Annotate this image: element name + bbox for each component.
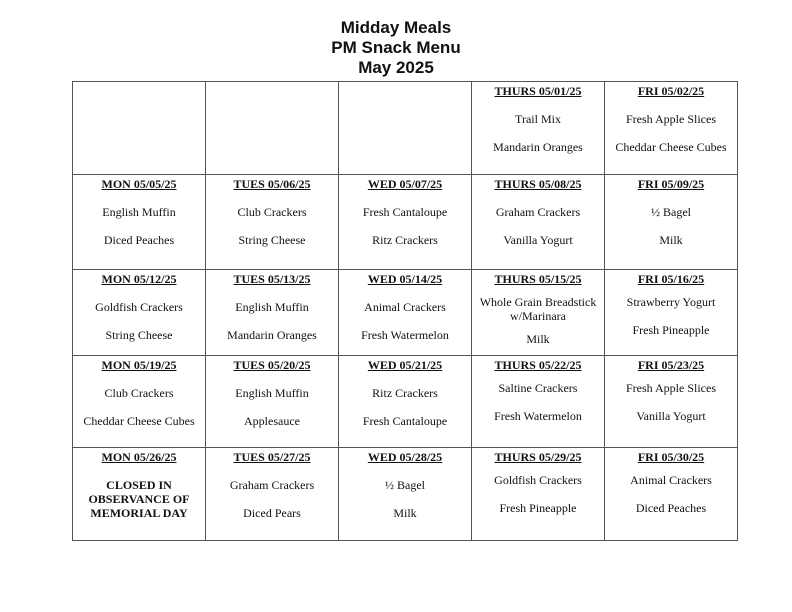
day-label: MON 05/12/25 bbox=[101, 272, 177, 286]
day-label: WED 05/28/25 bbox=[367, 450, 443, 464]
snack-item: Goldfish Crackers bbox=[95, 300, 183, 314]
snack-item: English Muffin bbox=[235, 300, 309, 314]
day-label: WED 05/14/25 bbox=[367, 272, 443, 286]
menu-title-block bbox=[0, 18, 792, 78]
day-label: THURS 05/15/25 bbox=[494, 272, 582, 286]
snack-item: Diced Peaches bbox=[103, 233, 175, 247]
snack-item: Graham Crackers bbox=[229, 478, 315, 492]
day-cell bbox=[605, 270, 738, 356]
snack-item: Fresh Watermelon bbox=[361, 328, 449, 342]
day-cell bbox=[472, 82, 605, 175]
menu-subtitle: PM Snack Menu bbox=[331, 38, 461, 57]
snack-item: Ritz Crackers bbox=[372, 386, 438, 400]
snack-item: English Muffin bbox=[235, 386, 309, 400]
snack-item: Strawberry Yogurt bbox=[626, 295, 716, 309]
snack-item: Cheddar Cheese Cubes bbox=[615, 140, 727, 154]
day-cell bbox=[206, 270, 339, 356]
day-cell bbox=[73, 356, 206, 448]
day-cell-empty bbox=[206, 82, 339, 175]
snack-item: Milk bbox=[393, 506, 417, 520]
day-cell bbox=[472, 175, 605, 270]
snack-item: English Muffin bbox=[102, 205, 176, 219]
day-cell bbox=[605, 448, 738, 541]
snack-item: Diced Pears bbox=[243, 506, 301, 520]
snack-item: Club Crackers bbox=[104, 386, 174, 400]
day-cell bbox=[472, 270, 605, 356]
day-label: THURS 05/08/25 bbox=[494, 177, 582, 191]
snack-item: String Cheese bbox=[105, 328, 173, 342]
day-label: WED 05/21/25 bbox=[367, 358, 443, 372]
day-label: THURS 05/29/25 bbox=[494, 450, 582, 464]
menu-month: May 2025 bbox=[358, 58, 434, 77]
snack-item: ½ Bagel bbox=[385, 478, 425, 492]
snack-item: Whole Grain Breadstick w/Marinara bbox=[479, 295, 597, 323]
week-row-5 bbox=[73, 448, 738, 541]
closed-notice: CLOSED IN OBSERVANCE OF MEMORIAL DAY bbox=[88, 478, 190, 520]
day-cell bbox=[339, 175, 472, 270]
day-cell bbox=[206, 356, 339, 448]
day-label: TUES 05/06/25 bbox=[233, 177, 311, 191]
snack-item: Goldfish Crackers bbox=[494, 473, 582, 487]
snack-item: Fresh Cantaloupe bbox=[362, 414, 448, 428]
day-cell bbox=[472, 448, 605, 541]
snack-item: Fresh Apple Slices bbox=[626, 381, 716, 395]
day-cell bbox=[472, 356, 605, 448]
snack-item: Graham Crackers bbox=[495, 205, 581, 219]
snack-item: ½ Bagel bbox=[651, 205, 691, 219]
snack-item: Ritz Crackers bbox=[372, 233, 438, 247]
snack-item: Cheddar Cheese Cubes bbox=[83, 414, 195, 428]
snack-item: Fresh Pineapple bbox=[632, 323, 710, 337]
snack-item: Fresh Pineapple bbox=[499, 501, 577, 515]
snack-item: Fresh Cantaloupe bbox=[362, 205, 448, 219]
day-cell bbox=[73, 448, 206, 541]
day-cell bbox=[339, 448, 472, 541]
day-label: FRI 05/02/25 bbox=[637, 84, 705, 98]
snack-item: Animal Crackers bbox=[630, 473, 712, 487]
day-cell bbox=[206, 175, 339, 270]
day-label: TUES 05/27/25 bbox=[233, 450, 311, 464]
snack-item: Saltine Crackers bbox=[498, 381, 578, 395]
day-label: MON 05/19/25 bbox=[101, 358, 177, 372]
day-cell bbox=[339, 356, 472, 448]
day-cell bbox=[605, 356, 738, 448]
program-title: Midday Meals bbox=[340, 18, 452, 37]
snack-menu-calendar bbox=[72, 81, 738, 541]
snack-item: Diced Peaches bbox=[635, 501, 707, 515]
day-cell-empty bbox=[73, 82, 206, 175]
day-label: MON 05/05/25 bbox=[101, 177, 177, 191]
day-label: MON 05/26/25 bbox=[101, 450, 177, 464]
snack-item: Vanilla Yogurt bbox=[636, 409, 706, 423]
day-cell bbox=[206, 448, 339, 541]
snack-item: Mandarin Oranges bbox=[493, 140, 583, 154]
snack-item: Club Crackers bbox=[237, 205, 307, 219]
week-row-3 bbox=[73, 270, 738, 356]
day-label: THURS 05/01/25 bbox=[494, 84, 582, 98]
snack-item: Applesauce bbox=[244, 414, 300, 428]
snack-item: Vanilla Yogurt bbox=[503, 233, 573, 247]
snack-item: String Cheese bbox=[238, 233, 306, 247]
snack-item: Mandarin Oranges bbox=[227, 328, 317, 342]
day-label: WED 05/07/25 bbox=[367, 177, 443, 191]
week-row-2 bbox=[73, 175, 738, 270]
snack-item: Trail Mix bbox=[515, 112, 561, 126]
day-cell bbox=[73, 270, 206, 356]
day-label: FRI 05/09/25 bbox=[637, 177, 705, 191]
day-cell bbox=[339, 270, 472, 356]
day-cell bbox=[605, 82, 738, 175]
day-label: TUES 05/13/25 bbox=[233, 272, 311, 286]
day-label: FRI 05/16/25 bbox=[637, 272, 705, 286]
day-cell-empty bbox=[339, 82, 472, 175]
snack-item: Fresh Watermelon bbox=[494, 409, 582, 423]
week-row-1 bbox=[73, 82, 738, 175]
day-cell bbox=[605, 175, 738, 270]
day-label: FRI 05/23/25 bbox=[637, 358, 705, 372]
week-row-4 bbox=[73, 356, 738, 448]
snack-item: Animal Crackers bbox=[364, 300, 446, 314]
snack-item: Fresh Apple Slices bbox=[626, 112, 716, 126]
day-label: FRI 05/30/25 bbox=[637, 450, 705, 464]
day-label: TUES 05/20/25 bbox=[233, 358, 311, 372]
day-label: THURS 05/22/25 bbox=[494, 358, 582, 372]
day-cell bbox=[73, 175, 206, 270]
snack-item: Milk bbox=[659, 233, 683, 247]
snack-item: Milk bbox=[526, 332, 550, 346]
